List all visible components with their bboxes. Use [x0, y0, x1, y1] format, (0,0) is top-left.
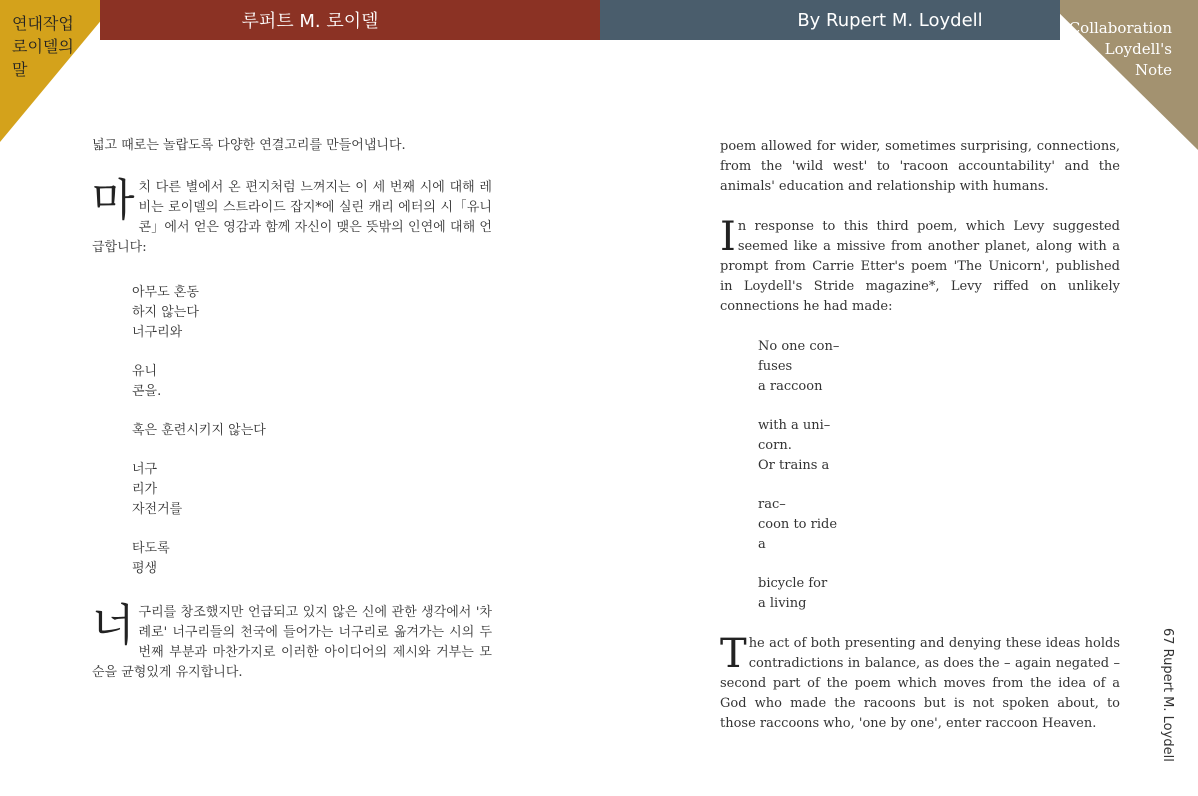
- poem-line: a living: [758, 596, 807, 611]
- korean-paragraph-1-text: 치 다른 별에서 온 편지처럼 느껴지는 이 세 번째 시에 대해 레비는 로이델의 스트라이드 잡지*에 실린 캐리 에터의 시「유니콘」에서 얻은 영감과 함께 자신이 맺은 뜻밖의 인연에 대해 언급합니다:: [92, 180, 492, 255]
- poem-stanza: [758, 337, 1120, 397]
- header-left-title: 루퍼트 M. 로이델: [241, 11, 379, 32]
- corner-right-line: Note: [1134, 61, 1172, 79]
- poem-line: with a uni–: [758, 418, 831, 433]
- poem-line: a: [758, 537, 766, 552]
- poem-line: 혹은 훈련시키지 않는다: [132, 423, 266, 438]
- dropcap: 너: [92, 600, 135, 651]
- poem-stanza: [132, 421, 492, 441]
- poem-line: coon to ride: [758, 517, 838, 532]
- korean-paragraph-2-text: 구리를 창조했지만 언급되고 있지 않은 신에 관한 생각에서 '차례로' 너구리들의 천국에 들어가는 너구리로 옮겨가는 시의 두 번째 부분과 마찬가지로 이러한 아이디어의 제시와 거부는 모순을 균형있게 유지합니다.: [92, 605, 492, 680]
- english-paragraph-1: [720, 214, 1120, 317]
- corner-left-line: 연대작업: [12, 14, 74, 33]
- poem-stanza: [132, 362, 492, 402]
- english-poem: [758, 337, 1120, 614]
- poem-line: rac–: [758, 497, 786, 512]
- poem-stanza: [132, 460, 492, 520]
- header-right-bar: [600, 0, 1060, 40]
- poem-line: 너구리와: [132, 325, 183, 340]
- header-right-title: By Rupert M. Loydell: [797, 9, 983, 31]
- korean-column: [92, 136, 492, 683]
- poem-line: 리가: [132, 482, 158, 497]
- english-paragraph-1-text: n response to this third poem, which Levy suggested seemed like a missive from another planet, along with a prompt from Carrie Etter's poem 'The Unicorn', published in Loydell's Stride magazine*, Levy riffed on unlikely connections he had made:: [720, 219, 1120, 314]
- poem-stanza: [758, 495, 1120, 555]
- korean-poem: [132, 283, 492, 579]
- page-side-label: 67 Rupert M. Loydell: [1160, 628, 1175, 762]
- corner-right-label: [1052, 18, 1172, 81]
- poem-stanza: [132, 283, 492, 343]
- poem-line: 아무도 혼동: [132, 285, 199, 300]
- poem-line: bicycle for: [758, 576, 828, 591]
- poem-line: fuses: [758, 359, 793, 374]
- korean-intro: 넓고 때로는 놀랍도록 다양한 연결고리를 만들어냅니다.: [92, 138, 406, 153]
- poem-line: No one con–: [758, 339, 840, 354]
- corner-left-label: [12, 12, 102, 81]
- poem-line: 자전거를: [132, 502, 183, 517]
- corner-right-line: Collaboration: [1068, 19, 1172, 37]
- dropcap: 마: [92, 175, 135, 226]
- poem-line: 평생: [132, 561, 158, 576]
- english-paragraph-2: [720, 631, 1120, 734]
- english-column: [720, 137, 1120, 734]
- korean-paragraph-2: [92, 600, 492, 683]
- corner-right-line: Loydell's: [1104, 40, 1172, 58]
- corner-left-line: 말: [12, 60, 28, 79]
- poem-line: 타도록: [132, 541, 170, 556]
- poem-line: Or trains a: [758, 458, 830, 473]
- poem-line: 유니: [132, 364, 158, 379]
- poem-stanza: [132, 539, 492, 579]
- poem-line: 콘을.: [132, 384, 162, 399]
- header-left-bar: [100, 0, 600, 40]
- poem-stanza: [758, 416, 1120, 476]
- dropcap: I: [720, 214, 736, 260]
- poem-stanza: [758, 574, 1120, 614]
- korean-paragraph-1: [92, 175, 492, 258]
- english-intro: poem allowed for wider, sometimes surprising, connections, from the 'wild west' to 'racoon accountability' and the animals' education and relationship with humans.: [720, 139, 1120, 194]
- poem-line: 너구: [132, 462, 158, 477]
- poem-line: a raccoon: [758, 379, 823, 394]
- poem-line: corn.: [758, 438, 792, 453]
- corner-left-line: 로이델의: [12, 37, 74, 56]
- poem-line: 하지 않는다: [132, 305, 199, 320]
- dropcap: T: [720, 631, 747, 677]
- english-paragraph-2-text: he act of both presenting and denying these ideas holds contradictions in balance, as does the – again negated – second part of the poem which moves from the idea of a God who made the racoons but is not spoken about, to those raccoons who, 'one by one', enter raccoon Heaven.: [720, 636, 1120, 731]
